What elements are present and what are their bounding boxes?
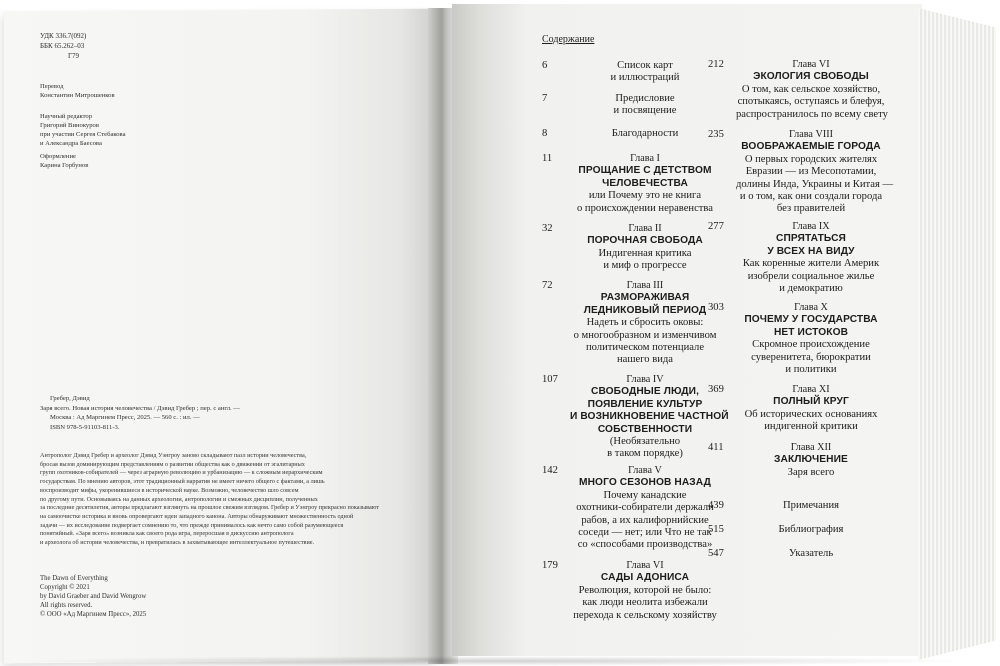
toc-subtitle: изобрели социальное жилье [747, 270, 875, 282]
toc-subtitle: Примечания [783, 500, 839, 511]
toc-page-number: 7 [542, 93, 548, 104]
toc-chapter-label: Глава XI [792, 384, 830, 395]
toc-subtitle: распространилось по всему свету [736, 108, 888, 120]
toc-page-number: 72 [542, 280, 553, 291]
toc-chapter-label: Глава X [794, 302, 828, 313]
toc-page-number: 277 [708, 221, 724, 232]
toc-page-number: 6 [542, 60, 548, 71]
toc-subtitle: Как коренные жители Америк [742, 258, 880, 270]
toc-subtitle: Революция, которой не было: [578, 584, 712, 596]
copyright-line: The Dawn of Everything [40, 575, 108, 582]
toc-subtitle: Почему канадские [603, 489, 687, 501]
toc-title: Содержание [542, 34, 595, 45]
toc-page-number: 439 [708, 500, 724, 511]
toc-subtitle: как люди неолита избежали [582, 597, 708, 609]
toc-subtitle: О первых городских жителях [744, 153, 878, 165]
toc-page-number: 142 [542, 465, 558, 476]
toc-page-number: 369 [708, 384, 724, 395]
toc-chapter-label: Глава II [628, 223, 662, 234]
annotation-line: Антрополог Дэвид Гребер и археолог Дэвид Уэнгроу заново складывают пазл истории человечества, [40, 452, 307, 459]
left-page [4, 9, 436, 664]
catalog-line: Гребер, Дэвид [50, 395, 90, 402]
toc-subtitle: политическом потенциале [585, 342, 705, 354]
design-block [40, 152, 88, 170]
copyright-block [40, 574, 146, 619]
toc-page-number: 515 [708, 524, 724, 535]
toc-page-number: 303 [708, 302, 724, 313]
toc-subtitle: Скромное происхождение [752, 339, 870, 351]
annotation-block [40, 452, 380, 548]
toc-subtitle: и миф о прогрессе [603, 260, 687, 272]
toc-subtitle: Список карт [617, 60, 673, 71]
toc-chapter-title: САДЫ АДОНИСА [600, 572, 690, 584]
toc-subtitle: о многообразном и изменчивом [573, 329, 717, 341]
toc-subtitle: Заря всего [787, 466, 835, 478]
toc-subtitle: Надеть и сбросить оковы: [586, 317, 704, 329]
editor-line: и Александра Баесова [40, 140, 102, 147]
copyright-line: All rights reserved. [40, 602, 93, 609]
toc-page-number: 8 [542, 128, 548, 139]
toc-subtitle: со «способами производства» [577, 539, 713, 551]
toc-chapter-title: ЛЕДНИКОВЫЙ ПЕРИОД [583, 304, 707, 316]
toc-chapter-title: РАЗМОРАЖИВАЯ [600, 292, 690, 304]
toc-chapter-title: СПРЯТАТЬСЯ [776, 233, 846, 245]
toc-chapter-title: И ВОЗНИКНОВЕНИЕ ЧАСТНОЙ [570, 411, 729, 423]
toc-page-number: 547 [708, 548, 724, 559]
annotation-line: и археолога об истории человечества, и превратилась в захватывающее интеллектуальное путешествие. [40, 539, 315, 547]
toc-subtitle: или Почему это не книга [588, 190, 702, 202]
copyright-line: © ООО «Ад Маргинем Пресс», 2025 [40, 611, 147, 618]
toc-chapter-label: Глава III [626, 280, 664, 291]
toc-chapter-label: Глава V [628, 465, 662, 476]
toc-subtitle: долины Инда, Украины и Китая — [736, 178, 894, 190]
toc-chapter-title: ПОЯВЛЕНИЕ КУЛЬТУР [587, 398, 703, 410]
copyright-line: Copyright © 2021 [40, 584, 90, 591]
toc-subtitle: Предисловие [615, 93, 675, 104]
annotation-line: бросая вызов доминирующим представлениям о развитии общества как о движении от эгалитарных [40, 460, 305, 468]
toc-subtitle: и иллюстраций [610, 72, 680, 84]
annotation-line: государствам. По мнению авторов, этот традиционный нарратив не имеет ничего общего с фактами, а лишь [40, 478, 325, 486]
udk-block [40, 31, 86, 61]
annotation-line: за последние десятилетия, авторы предлагают взглянуть на прошлое свежим взглядом. Гребер и Уэнгроу прекрасно показывают [40, 504, 379, 512]
toc-page-number: 212 [708, 59, 724, 70]
toc-page-number: 235 [708, 129, 724, 140]
toc-page-number: 107 [542, 374, 558, 385]
toc-page-number: 411 [708, 442, 724, 453]
toc-chapter-label: Глава VIII [788, 129, 833, 140]
toc-chapter-title: ЗАКЛЮЧЕНИЕ [774, 454, 848, 466]
bbk-line: ББК 65.262–03 [40, 42, 85, 50]
toc-subtitle: и демократию [779, 283, 843, 295]
toc-subtitle: и политики [785, 364, 837, 376]
copyright-line: by David Graeber and David Wengrow [40, 593, 147, 600]
annotation-line: задачи — их исследование подвергает сомнению то, что прежде принималось как нечто само собой разумеющееся [40, 521, 344, 529]
toc-subtitle: соседи — нет; или Что не так [578, 527, 712, 539]
toc-subtitle: охотники-собиратели держали [576, 502, 714, 514]
translator-label: Перевод [40, 83, 64, 90]
toc-chapter-title: МНОГО СЕЗОНОВ НАЗАД [579, 477, 711, 489]
toc-chapter-label: Глава VI [792, 59, 830, 70]
toc-subtitle: нашего вида [616, 354, 674, 366]
toc-chapter-label: Глава VI [626, 560, 664, 571]
toc-subtitle: спотыкаясь, оступаясь и блефуя, [737, 96, 885, 108]
toc-subtitle: и посвящение [613, 105, 677, 117]
designer-name: Карина Горбунов [40, 162, 89, 169]
annotation-line: по другому пути. Основываясь на данных археологии, антропологии и смежных дисциплин, полученных [40, 495, 318, 503]
editor-line: Григорий Винокуров [40, 122, 99, 129]
catalog-line: ISBN 978-5-91103-811-3. [50, 423, 120, 431]
toc-subtitle: индигенной критики [764, 421, 858, 433]
toc-page-number: 32 [542, 223, 553, 234]
toc-page-number: 179 [542, 560, 558, 571]
editor-line: при участии Сергея Стебакова [40, 131, 126, 138]
toc-subtitle: в таком порядке) [607, 448, 683, 460]
toc-chapter-title: ПОЛНЫЙ КРУГ [773, 396, 849, 408]
toc-subtitle: о происхождении неравенства [576, 202, 713, 214]
editors-block [40, 112, 126, 148]
book-shadow [20, 656, 980, 666]
toc-chapter-label: Глава IV [626, 374, 664, 385]
translator-name: Константин Митрошенков [40, 92, 115, 99]
toc-subtitle: Благодарности [611, 128, 679, 139]
toc-subtitle: Указатель [788, 548, 834, 559]
toc-chapter-title: НЕТ ИСТОКОВ [773, 326, 849, 338]
toc-chapter-title: СОБСТВЕННОСТИ [597, 423, 693, 435]
toc-chapter-title: ПРОЩАНИЕ С ДЕТСТВОМ [578, 165, 712, 177]
toc-subtitle: Об исторических основаниях [744, 408, 878, 420]
toc-subtitle: Индигенная критика [598, 247, 692, 259]
annotation-line: на самоочистке историка и вновь опровергают идеи западного канона. Авторы обнаруживают множественность одной [40, 512, 354, 520]
toc-subtitle: и о том, как они создали города [739, 191, 883, 203]
toc-subtitle: перехода к сельскому хозяйству [573, 609, 717, 621]
udk-line: УДК 336.7(092) [40, 32, 87, 40]
toc-chapter-title: ВООБРАЖАЕМЫЕ ГОРОДА [741, 141, 881, 153]
author-mark: Г79 [68, 52, 80, 60]
toc-subtitle: Евразии — из Месопотамии, [745, 166, 877, 178]
toc-page-number: 11 [542, 153, 553, 164]
translator-block [40, 82, 115, 100]
toc-chapter-title: ЧЕЛОВЕЧЕСТВА [602, 177, 688, 189]
toc-chapter-title: СВОБОДНЫЕ ЛЮДИ, [590, 386, 700, 398]
annotation-line: групп охотников-собирателей — через аграрную революцию и урбанизацию — к сложным иерархическим [40, 469, 323, 477]
toc-subtitle: без правителей [776, 203, 846, 215]
editor-line: Научный редактор [40, 113, 93, 120]
design-label: Оформление [40, 153, 76, 160]
toc-chapter-title: У ВСЕХ НА ВИДУ [767, 245, 855, 257]
catalog-block [40, 394, 240, 432]
page-edges [918, 8, 996, 660]
catalog-line: Москва : Ад Маргинем Пресс, 2025. — 560 с. : ил. — [50, 414, 200, 421]
toc-chapter-label: Глава I [630, 153, 660, 164]
toc-subtitle: О том, как сельское хозяйство, [741, 83, 881, 95]
toc-chapter-title: ПОРОЧНАЯ СВОБОДА [587, 235, 703, 247]
toc-chapter-title: ПОЧЕМУ У ГОСУДАРСТВА [744, 314, 878, 326]
annotation-line: воспроизводит мифы, укоренившиеся в исторической науке. Возможно, человечество шло совсем [40, 486, 299, 494]
toc-chapter-label: Глава XII [790, 442, 832, 453]
toc-chapter-label: Глава IX [792, 221, 830, 232]
toc-subtitle: Библиография [778, 524, 844, 535]
annotation-line: понятийный. «Заря всего» возникла как своего рода игра, переросшая в дискуссию антрополога [40, 530, 294, 538]
toc-subtitle: (Необязательно [609, 436, 681, 448]
toc-chapter-title: ЭКОЛОГИЯ СВОБОДЫ [753, 71, 869, 83]
toc-subtitle: рабов, а их калифорнийские [581, 514, 709, 526]
toc-subtitle: суверенитета, бюрократии [751, 351, 871, 363]
catalog-line: Заря всего. Новая история человечества / Дэвид Гребер ; пер. с англ. — [40, 404, 240, 412]
